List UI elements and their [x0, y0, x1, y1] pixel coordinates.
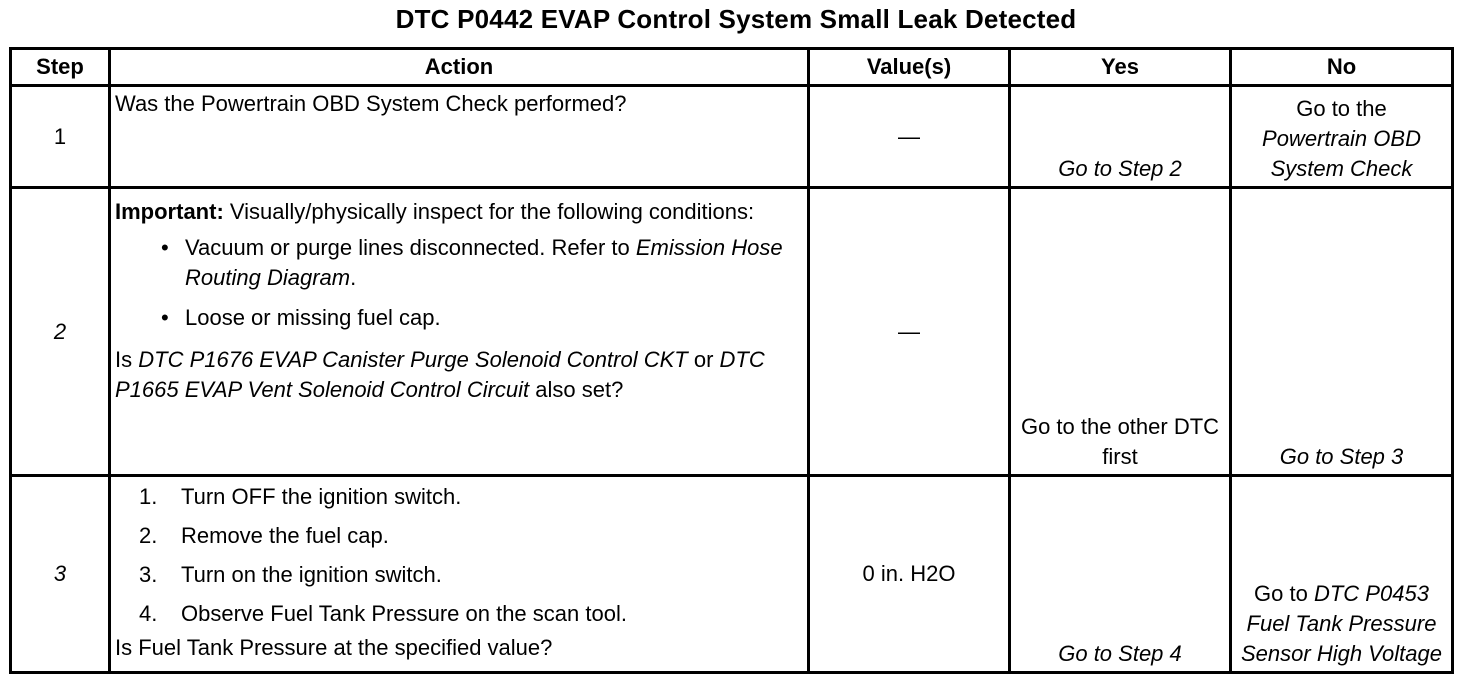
action-cell [110, 476, 809, 673]
numbered-step [115, 594, 803, 633]
step-number: 3 [11, 476, 110, 673]
question-word: or [693, 347, 714, 372]
step-index: 4. [139, 601, 158, 626]
step-index: 1. [139, 484, 158, 509]
question-reference: DTC P1665 EVAP Vent Solenoid Control Circuit [115, 347, 765, 402]
bullet-marker: • [161, 305, 169, 330]
header-yes: Yes [1010, 49, 1231, 86]
no-text: Go to the [1296, 96, 1387, 121]
table-row-step-3 [11, 476, 1453, 673]
header-no: No [1231, 49, 1453, 86]
step-text: Turn on the ignition switch. [181, 562, 442, 587]
yes-cell: Go to Step 4 [1010, 476, 1231, 673]
no-reference: Powertrain OBD System Check [1262, 126, 1421, 181]
action-cell [110, 188, 809, 476]
important-note [115, 197, 803, 227]
header-row [11, 49, 1453, 86]
bullet-item [115, 303, 803, 333]
bullet-text: Vacuum or purge lines disconnected. Refer to [185, 235, 630, 260]
question-text: Is Fuel Tank Pressure at the specified value? [115, 635, 553, 660]
question-word: Is [115, 347, 133, 372]
step-number: 1 [11, 86, 110, 188]
yes-cell: Go to Step 2 [1010, 86, 1231, 188]
bullet-period: . [350, 265, 357, 290]
bullet-reference: Emission Hose Routing Diagram [185, 235, 783, 290]
question-text [115, 345, 803, 405]
step-index: 2. [139, 523, 158, 548]
numbered-step [115, 477, 803, 516]
question-reference: DTC P1676 EVAP Canister Purge Solenoid Control CKT [138, 347, 688, 372]
yes-cell: Go to the other DTC first [1010, 188, 1231, 476]
step-text: Remove the fuel cap. [181, 523, 389, 548]
bullet-text: Loose or missing fuel cap. [185, 305, 441, 330]
diagnostic-table [9, 47, 1454, 674]
important-text: Visually/physically inspect for the following conditions: [229, 199, 755, 224]
value-cell: 0 in. H2O [809, 476, 1010, 673]
bullet-marker: • [161, 235, 169, 260]
step-text: Observe Fuel Tank Pressure on the scan tool. [181, 601, 627, 626]
no-reference: DTC P0453 Fuel Tank Pressure Sensor High Voltage [1241, 581, 1442, 666]
action-text: Was the Powertrain OBD System Check performed? [115, 91, 627, 116]
numbered-step [115, 516, 803, 555]
no-cell [1231, 476, 1453, 673]
table-row-step-1 [11, 86, 1453, 188]
header-action: Action [110, 49, 809, 86]
value-cell: — [809, 86, 1010, 188]
value-cell: — [809, 188, 1010, 476]
step-index: 3. [139, 562, 158, 587]
important-label: Important: [115, 199, 224, 224]
step-number: 2 [11, 188, 110, 476]
step-text: Turn OFF the ignition switch. [181, 484, 462, 509]
no-text: Go to [1254, 581, 1308, 606]
no-cell: Go to Step 3 [1231, 188, 1453, 476]
header-values: Value(s) [809, 49, 1010, 86]
action-cell [110, 86, 809, 188]
table-row-step-2 [11, 188, 1453, 476]
no-cell [1231, 86, 1453, 188]
page-title: DTC P0442 EVAP Control System Small Leak Detected [395, 4, 1077, 34]
bullet-item [115, 233, 803, 293]
question-end: also set? [535, 377, 624, 402]
numbered-step [115, 555, 803, 594]
header-step: Step [11, 49, 110, 86]
